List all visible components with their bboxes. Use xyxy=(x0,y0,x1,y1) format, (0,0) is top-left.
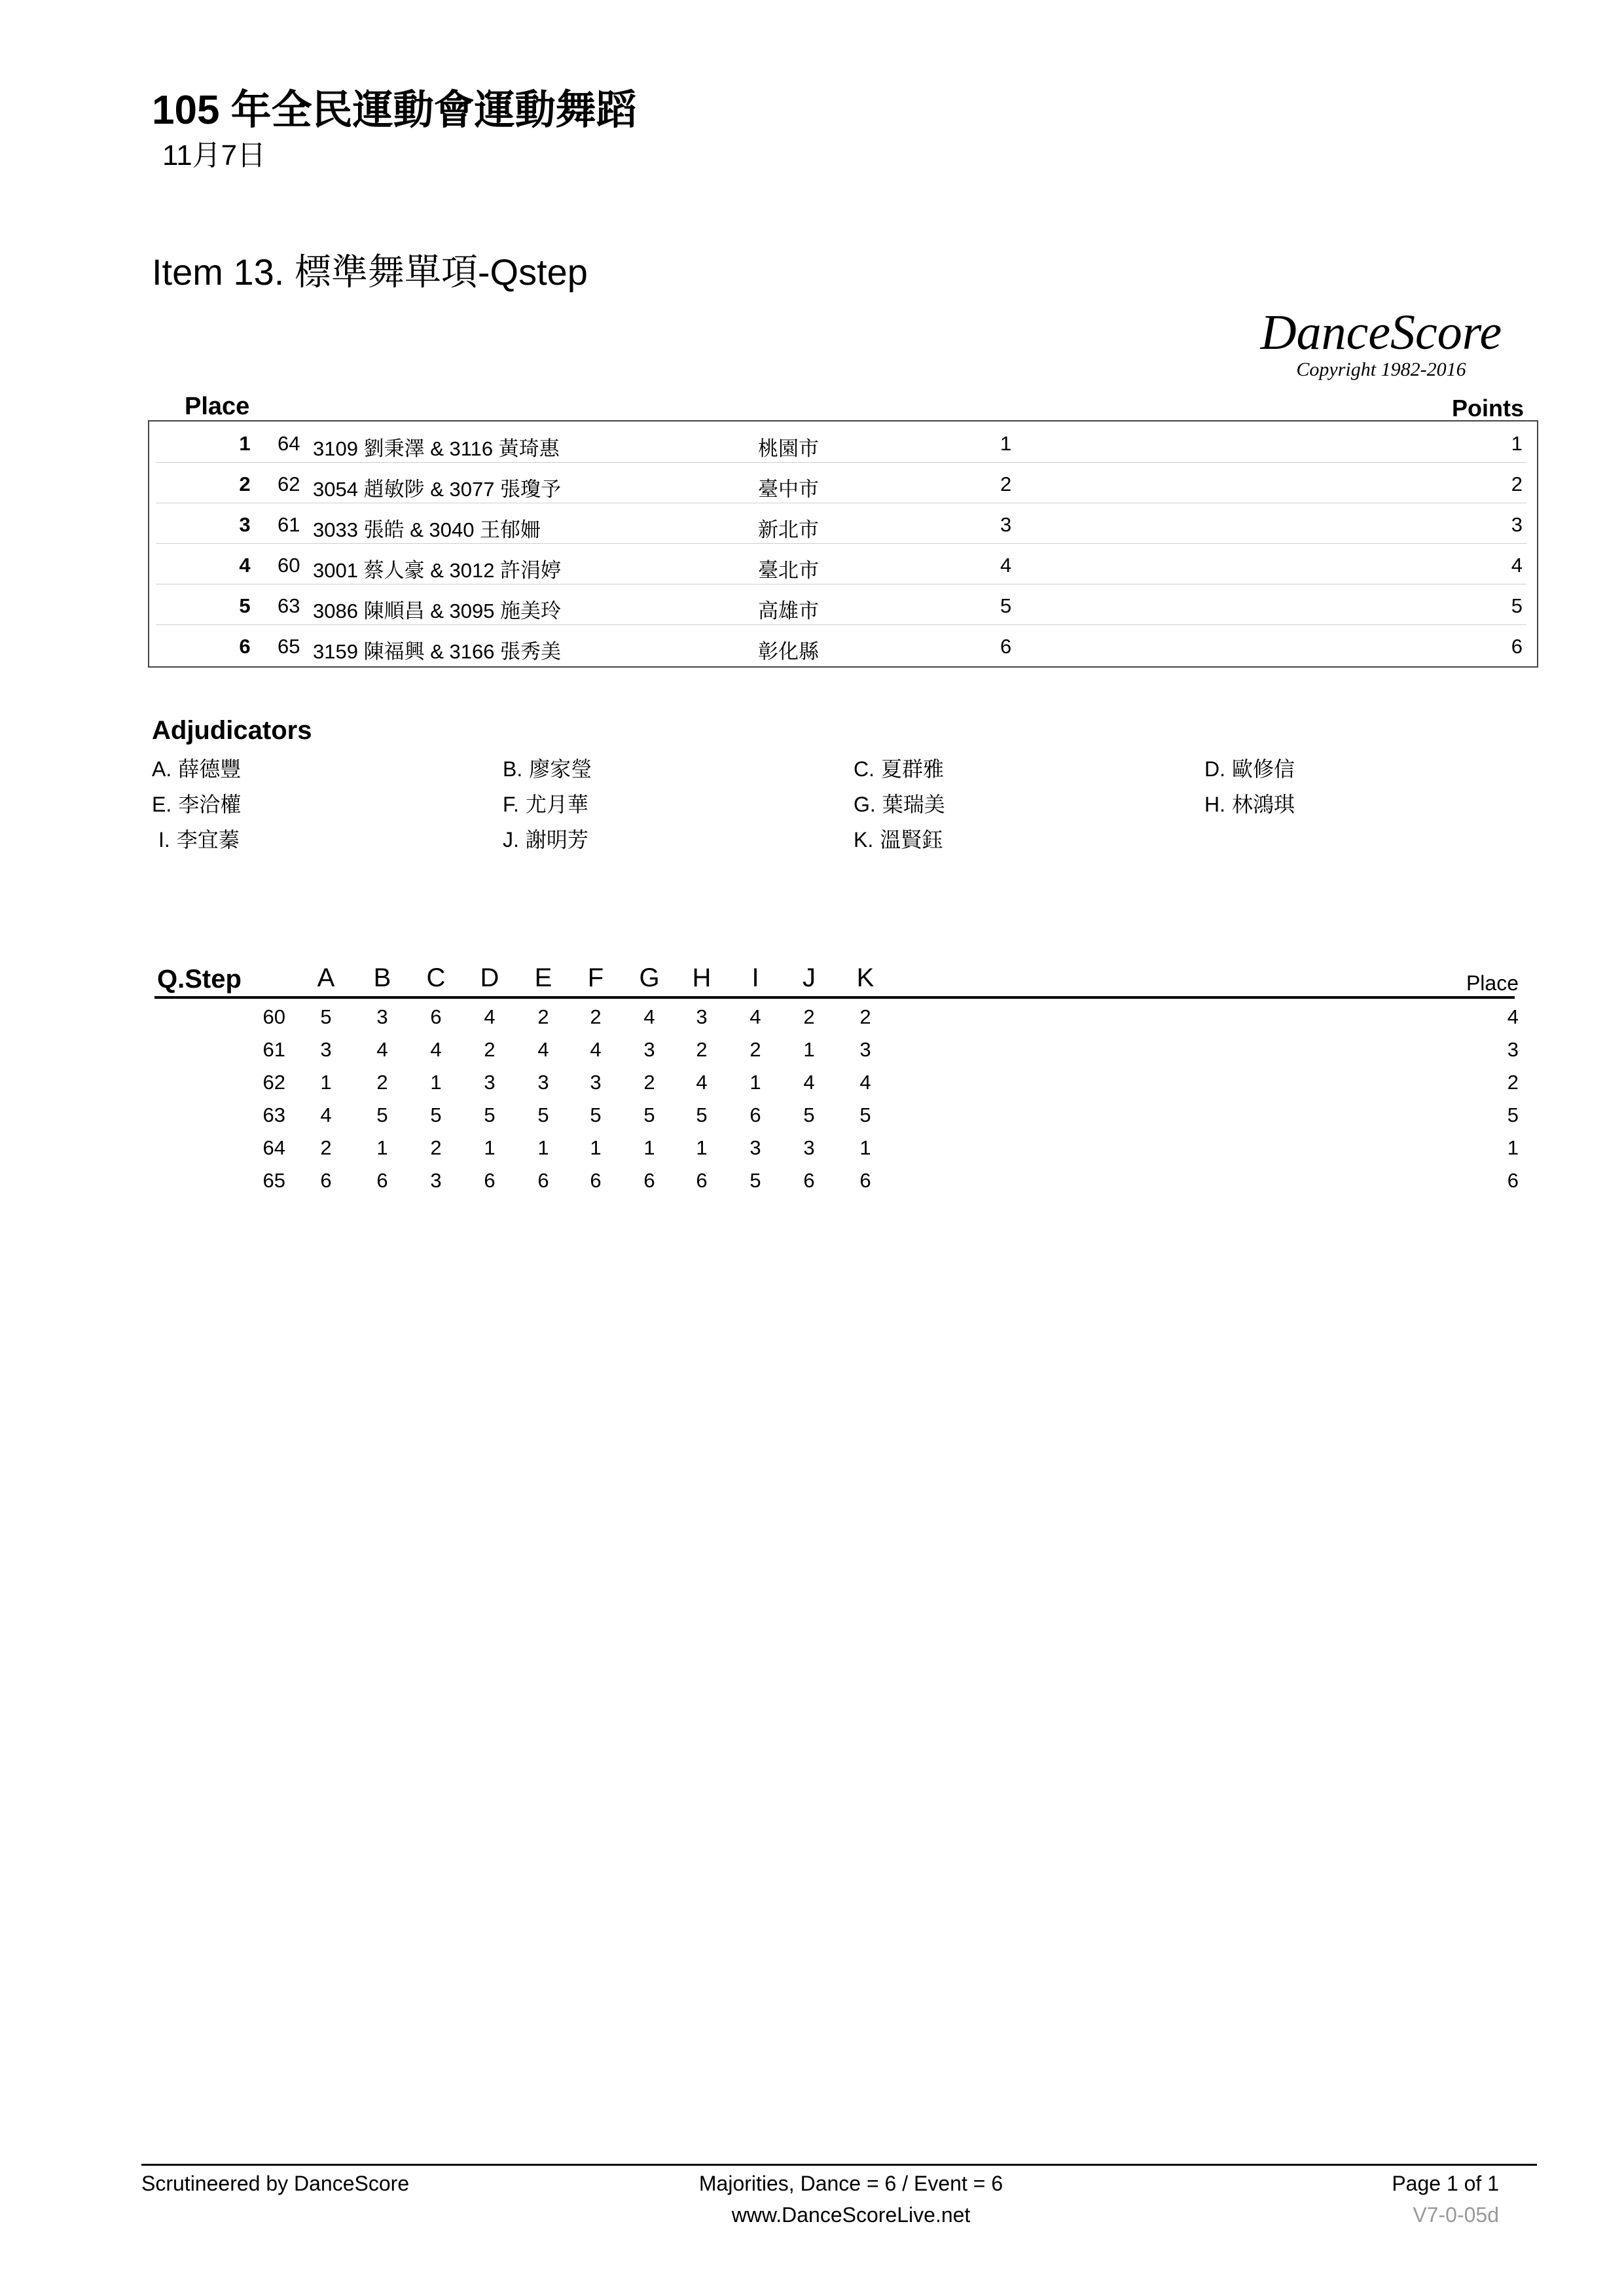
qstep-mark: 4 xyxy=(803,1071,815,1094)
qstep-mark: 5 xyxy=(430,1103,442,1126)
results-row xyxy=(156,422,1526,463)
qstep-place: 2 xyxy=(1507,1071,1519,1094)
qstep-mark: 2 xyxy=(484,1038,496,1061)
result-mark: 6 xyxy=(1000,635,1012,658)
qstep-mark: 6 xyxy=(376,1169,388,1192)
qstep-mark: 3 xyxy=(643,1038,655,1061)
qstep-mark: 2 xyxy=(590,1005,602,1028)
qstep-couple-number: 61 xyxy=(262,1038,285,1061)
adjudicator-letter: G. xyxy=(854,793,876,816)
qstep-place: 1 xyxy=(1507,1136,1519,1159)
result-place: 3 xyxy=(239,513,251,536)
adjudicator-c xyxy=(854,753,944,783)
adjudicator-letter: I. xyxy=(158,828,170,852)
qstep-judge-header: G xyxy=(639,963,660,992)
qstep-mark: 1 xyxy=(590,1136,602,1159)
qstep-mark: 6 xyxy=(803,1169,815,1192)
adjudicator-name: 薛德豐 xyxy=(178,757,242,781)
qstep-mark: 4 xyxy=(430,1038,442,1061)
result-place: 6 xyxy=(239,635,251,658)
adjudicator-b xyxy=(503,753,592,783)
adjudicator-letter: A. xyxy=(152,757,172,781)
qstep-mark: 5 xyxy=(859,1103,871,1126)
qstep-row xyxy=(0,1103,1624,1136)
adjudicator-j xyxy=(503,823,588,853)
result-couple-names: 3109 劉秉澤 & 3116 黃琦惠 xyxy=(313,437,560,460)
qstep-mark: 6 xyxy=(749,1103,761,1126)
qstep-mark: 4 xyxy=(590,1038,602,1061)
qstep-mark: 5 xyxy=(749,1169,761,1192)
result-couple-number: 65 xyxy=(278,635,300,658)
qstep-couple-number: 60 xyxy=(262,1005,285,1028)
qstep-mark: 4 xyxy=(859,1071,871,1094)
result-city: 臺中市 xyxy=(758,478,819,501)
adjudicator-h xyxy=(1204,788,1295,818)
qstep-mark: 1 xyxy=(430,1071,442,1094)
adjudicator-letter: H. xyxy=(1204,793,1225,816)
result-couple-number: 64 xyxy=(278,432,300,455)
adjudicator-letter: F. xyxy=(503,793,519,816)
result-couple-names: 3086 陳順昌 & 3095 施美玲 xyxy=(313,600,562,622)
result-points: 3 xyxy=(1511,513,1523,536)
qstep-place-header: Place xyxy=(1466,971,1519,995)
results-row xyxy=(156,543,1526,584)
qstep-judge-header: H xyxy=(692,963,712,992)
qstep-mark: 4 xyxy=(320,1103,332,1126)
qstep-row xyxy=(0,1038,1624,1071)
adjudicator-name: 尤月華 xyxy=(525,792,588,817)
qstep-mark: 1 xyxy=(643,1136,655,1159)
results-row xyxy=(156,503,1526,544)
qstep-row xyxy=(0,1169,1624,1202)
qstep-judge-header: K xyxy=(856,963,875,992)
qstep-mark: 5 xyxy=(537,1103,549,1126)
adjudicator-e xyxy=(152,788,241,818)
result-city: 彰化縣 xyxy=(758,640,819,664)
qstep-mark: 4 xyxy=(537,1038,549,1061)
qstep-mark: 6 xyxy=(859,1169,871,1192)
adjudicator-name: 葉瑞美 xyxy=(882,792,945,817)
result-couple-names: 3001 蔡人豪 & 3012 許涓婷 xyxy=(313,559,562,582)
qstep-mark: 6 xyxy=(484,1169,496,1192)
footer-divider xyxy=(141,2164,1537,2166)
results-points-header: Points xyxy=(1451,395,1524,422)
adjudicator-name: 李洽權 xyxy=(178,792,242,817)
result-points: 2 xyxy=(1511,473,1523,495)
qstep-judge-header: J xyxy=(803,963,816,992)
adjudicator-g xyxy=(854,788,945,818)
qstep-title: Q.Step xyxy=(157,965,242,994)
result-place: 2 xyxy=(239,473,251,495)
qstep-mark: 1 xyxy=(696,1136,708,1159)
adjudicator-letter: K. xyxy=(854,828,874,852)
adjudicator-a xyxy=(152,753,241,783)
qstep-judge-header: I xyxy=(751,963,759,992)
adjudicator-k xyxy=(854,823,943,853)
qstep-mark: 5 xyxy=(803,1103,815,1126)
result-city: 桃園市 xyxy=(758,437,819,461)
adjudicator-letter: B. xyxy=(503,757,523,781)
qstep-judge-header: C xyxy=(426,963,446,992)
footer-version: V7-0-05d xyxy=(1413,2203,1499,2227)
qstep-mark: 1 xyxy=(484,1136,496,1159)
qstep-mark: 1 xyxy=(376,1136,388,1159)
qstep-mark: 3 xyxy=(537,1071,549,1094)
qstep-mark: 2 xyxy=(696,1038,708,1061)
qstep-couple-number: 62 xyxy=(262,1071,285,1094)
qstep-row xyxy=(0,1136,1624,1169)
adjudicator-name: 溫賢鈺 xyxy=(880,827,943,852)
adjudicator-letter: J. xyxy=(503,828,519,852)
adjudicator-letter: E. xyxy=(152,793,172,816)
result-mark: 3 xyxy=(1000,513,1012,536)
result-city: 高雄市 xyxy=(758,600,819,623)
qstep-mark: 6 xyxy=(696,1169,708,1192)
adjudicator-name: 林鴻琪 xyxy=(1232,792,1295,817)
qstep-mark: 3 xyxy=(696,1005,708,1028)
result-couple-names: 3033 張皓 & 3040 王郁姍 xyxy=(313,518,541,541)
results-table xyxy=(148,420,1538,668)
qstep-mark: 2 xyxy=(376,1071,388,1094)
result-place: 4 xyxy=(239,554,251,577)
qstep-place: 6 xyxy=(1507,1169,1519,1192)
qstep-mark: 1 xyxy=(803,1038,815,1061)
qstep-place: 3 xyxy=(1507,1038,1519,1061)
qstep-mark: 2 xyxy=(320,1136,332,1159)
qstep-mark: 3 xyxy=(590,1071,602,1094)
adjudicators-title: Adjudicators xyxy=(152,716,312,745)
adjudicator-name: 謝明芳 xyxy=(525,827,588,852)
qstep-couple-number: 63 xyxy=(262,1103,285,1126)
qstep-judge-header: F xyxy=(587,963,604,992)
qstep-mark: 6 xyxy=(537,1169,549,1192)
footer-page: Page 1 of 1 xyxy=(1392,2172,1499,2195)
result-place: 5 xyxy=(239,594,251,617)
qstep-mark: 3 xyxy=(749,1136,761,1159)
qstep-mark: 5 xyxy=(320,1005,332,1028)
qstep-mark: 6 xyxy=(643,1169,655,1192)
qstep-mark: 4 xyxy=(696,1071,708,1094)
dancescore-logo xyxy=(1244,305,1519,380)
qstep-mark: 5 xyxy=(696,1103,708,1126)
qstep-mark: 2 xyxy=(537,1005,549,1028)
result-points: 5 xyxy=(1511,594,1523,617)
adjudicator-f xyxy=(503,788,588,818)
qstep-mark: 2 xyxy=(643,1071,655,1094)
adjudicator-d xyxy=(1204,753,1295,783)
qstep-judge-header: D xyxy=(480,963,499,992)
qstep-place: 5 xyxy=(1507,1103,1519,1126)
results-place-header: Place xyxy=(185,393,250,420)
qstep-mark: 3 xyxy=(803,1136,815,1159)
result-city: 新北市 xyxy=(758,518,819,542)
qstep-mark: 3 xyxy=(376,1005,388,1028)
brand-copyright: Copyright 1982-2016 xyxy=(1296,359,1466,380)
result-points: 4 xyxy=(1511,554,1523,577)
qstep-couple-number: 64 xyxy=(262,1136,285,1159)
adjudicator-name: 廖家瑩 xyxy=(529,757,592,781)
result-couple-number: 63 xyxy=(278,594,300,617)
qstep-divider xyxy=(154,996,1515,999)
result-mark: 1 xyxy=(1000,432,1012,455)
qstep-judge-header: B xyxy=(373,963,391,992)
adjudicator-letter: D. xyxy=(1204,757,1225,781)
result-mark: 5 xyxy=(1000,594,1012,617)
qstep-mark: 5 xyxy=(590,1103,602,1126)
result-city: 臺北市 xyxy=(758,559,819,583)
result-couple-number: 60 xyxy=(278,554,300,577)
brand-name: DanceScore xyxy=(1260,305,1502,360)
qstep-mark: 4 xyxy=(376,1038,388,1061)
results-row xyxy=(156,624,1526,665)
footer-majorities: Majorities, Dance = 6 / Event = 6 xyxy=(698,2172,1003,2195)
result-couple-number: 61 xyxy=(278,513,300,536)
qstep-row xyxy=(0,1005,1624,1038)
qstep-mark: 3 xyxy=(320,1038,332,1061)
qstep-mark: 2 xyxy=(430,1136,442,1159)
adjudicator-name: 歐修信 xyxy=(1232,757,1295,781)
result-points: 6 xyxy=(1511,635,1523,658)
document-title: 105 年全民運動會運動舞蹈 xyxy=(152,88,637,133)
qstep-mark: 2 xyxy=(749,1038,761,1061)
qstep-mark: 3 xyxy=(859,1038,871,1061)
result-mark: 2 xyxy=(1000,473,1012,495)
event-date: 11月7日 xyxy=(162,139,266,171)
results-row xyxy=(156,462,1526,503)
qstep-couple-number: 65 xyxy=(262,1169,285,1192)
result-mark: 4 xyxy=(1000,554,1012,577)
item-title: Item 13. 標準舞單項-Qstep xyxy=(152,251,588,293)
adjudicator-letter: C. xyxy=(854,757,875,781)
qstep-judge-header: E xyxy=(534,963,552,992)
qstep-mark: 5 xyxy=(376,1103,388,1126)
adjudicator-name: 李宜蓁 xyxy=(176,827,240,852)
result-couple-names: 3054 趙敏陟 & 3077 張瓊予 xyxy=(313,478,562,501)
qstep-mark: 5 xyxy=(484,1103,496,1126)
qstep-mark: 4 xyxy=(749,1005,761,1028)
qstep-mark: 1 xyxy=(749,1071,761,1094)
footer-scrutineer: Scrutineered by DanceScore xyxy=(141,2172,410,2195)
adjudicator-name: 夏群雅 xyxy=(881,757,945,781)
qstep-mark: 2 xyxy=(859,1005,871,1028)
qstep-row xyxy=(0,1071,1624,1103)
result-place: 1 xyxy=(239,432,251,455)
qstep-mark: 1 xyxy=(320,1071,332,1094)
qstep-mark: 3 xyxy=(430,1169,442,1192)
qstep-mark: 4 xyxy=(643,1005,655,1028)
qstep-mark: 6 xyxy=(430,1005,442,1028)
qstep-mark: 4 xyxy=(484,1005,496,1028)
result-couple-names: 3159 陳福興 & 3166 張秀美 xyxy=(313,640,562,663)
qstep-mark: 3 xyxy=(484,1071,496,1094)
footer-url[interactable]: www.DanceScoreLive.net xyxy=(731,2203,971,2227)
qstep-mark: 2 xyxy=(803,1005,815,1028)
qstep-mark: 1 xyxy=(537,1136,549,1159)
results-row xyxy=(156,584,1526,625)
qstep-judge-header: A xyxy=(317,963,335,992)
qstep-mark: 6 xyxy=(320,1169,332,1192)
qstep-mark: 5 xyxy=(643,1103,655,1126)
adjudicator-i xyxy=(158,823,240,853)
result-points: 1 xyxy=(1511,432,1523,455)
qstep-mark: 1 xyxy=(859,1136,871,1159)
qstep-place: 4 xyxy=(1507,1005,1519,1028)
result-couple-number: 62 xyxy=(278,473,300,495)
qstep-mark: 6 xyxy=(590,1169,602,1192)
